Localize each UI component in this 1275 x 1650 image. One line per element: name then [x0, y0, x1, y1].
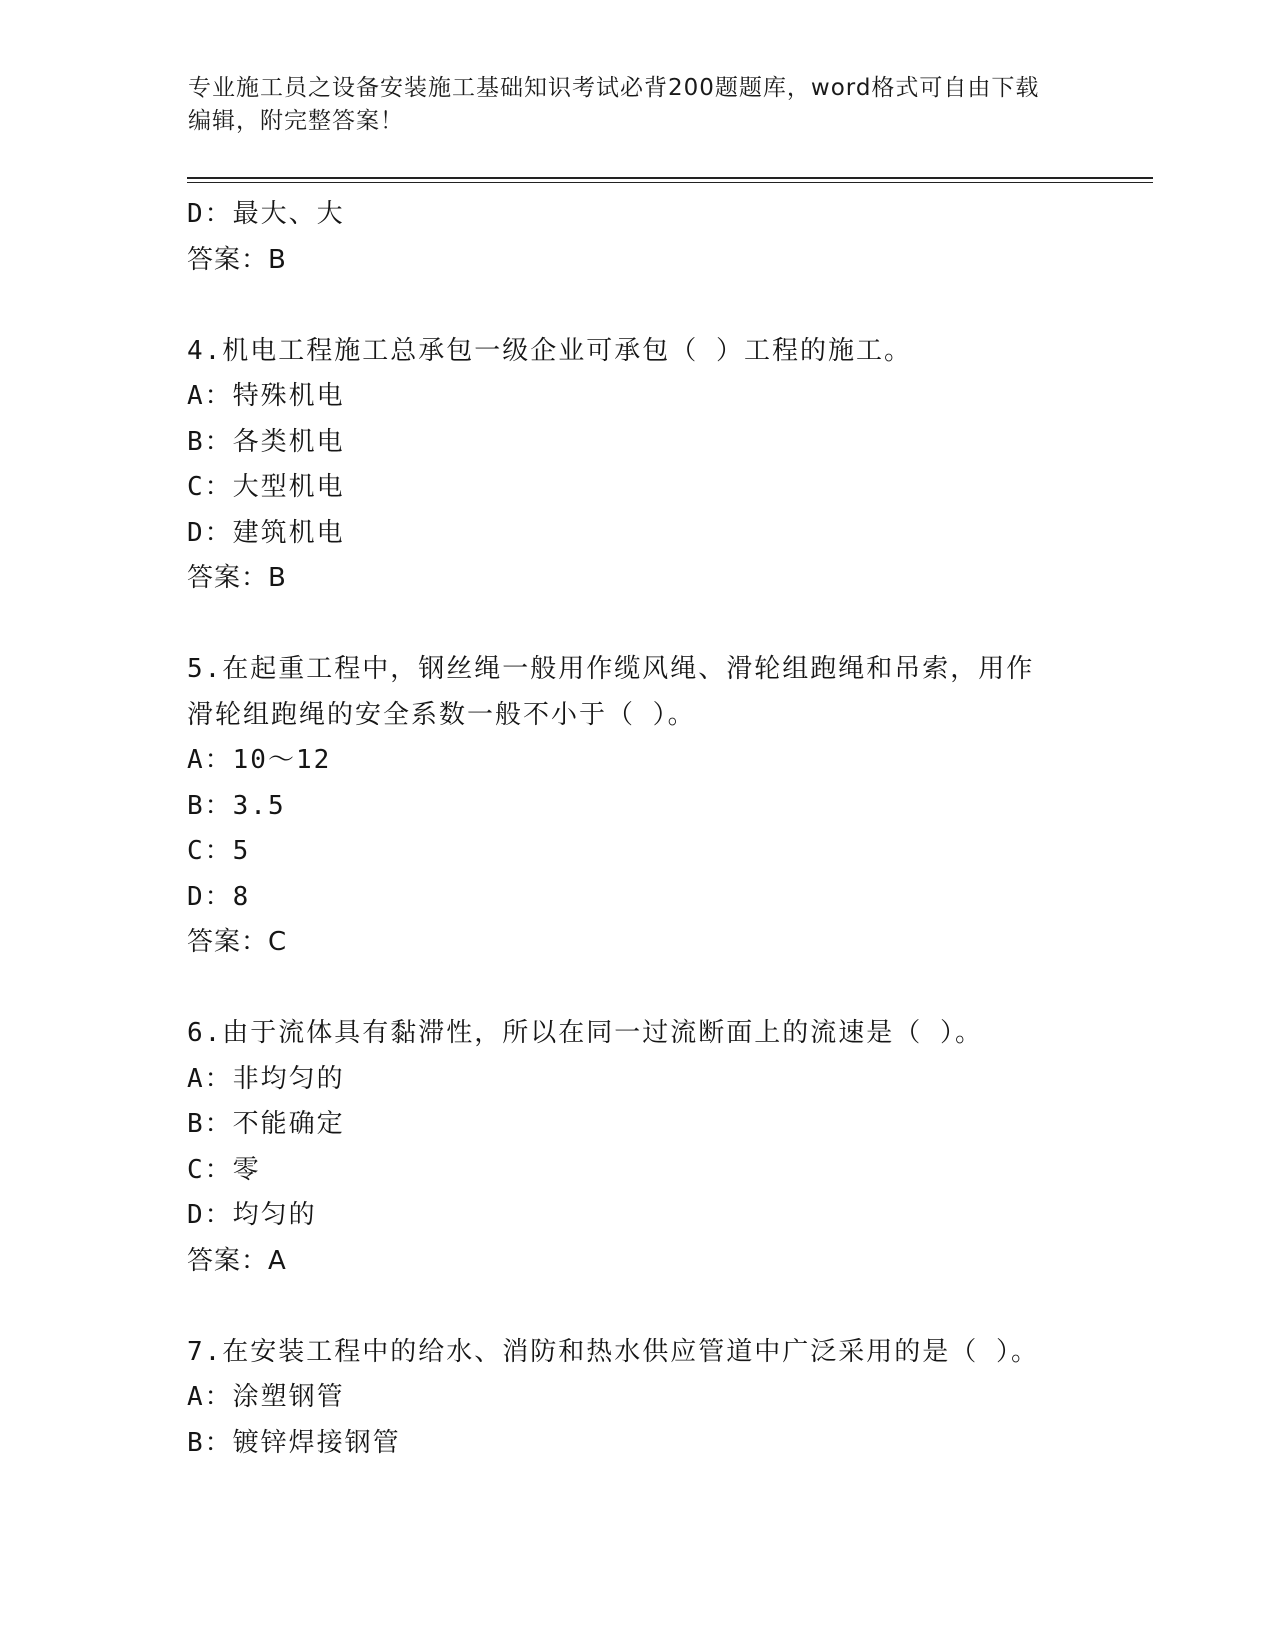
header-divider-thin [187, 182, 1153, 183]
header-title-line-2: 编辑，附完整答案！ [188, 108, 404, 134]
answer-line: 答案：A [187, 1245, 287, 1276]
question-list [187, 192, 1147, 1466]
question-stem: 5.在起重工程中，钢丝绳一般用作缆风绳、滑轮组跑绳和吊索，用作 [187, 654, 1035, 684]
question-stem-continued: 滑轮组跑绳的安全系数一般不小于（ ）。 [187, 699, 696, 730]
option-a: A：10～12 [187, 745, 332, 775]
option-d: D：建筑机电 [187, 517, 345, 548]
question-spacer [187, 1284, 1147, 1330]
answer-line: 答案：C [187, 927, 288, 957]
question-stem: 6.由于流体具有黏滞性，所以在同一过流断面上的流速是（ ）。 [187, 1018, 983, 1048]
option-d: D：最大、大 [187, 199, 345, 229]
option-c: C：零 [187, 1154, 261, 1185]
answer-line: 答案：B [187, 244, 287, 275]
option-c: C：5 [187, 836, 251, 866]
option-c: C：大型机电 [187, 472, 345, 502]
question-spacer [187, 602, 1147, 648]
question-block [187, 647, 1147, 966]
option-a: A：特殊机电 [187, 381, 345, 411]
question-stem: 4.机电工程施工总承包一级企业可承包（ ）工程的施工。 [187, 335, 912, 366]
question-block [187, 1011, 1147, 1284]
answer-line: 答案：B [187, 563, 287, 593]
question-spacer [187, 966, 1147, 1012]
question-block [187, 1330, 1147, 1467]
header-title-line-1: 专业施工员之设备安装施工基础知识考试必背200题题库，word格式可自由下载 [188, 75, 1040, 101]
option-b: B：不能确定 [187, 1109, 345, 1139]
option-d: D：均匀的 [187, 1200, 317, 1230]
option-a: A：非均匀的 [187, 1063, 345, 1094]
option-d: D：8 [187, 881, 251, 912]
document-header [188, 72, 1068, 138]
option-a: A：涂塑钢管 [187, 1382, 345, 1412]
question-block [187, 329, 1147, 602]
option-b: B：各类机电 [187, 426, 345, 457]
question-spacer [187, 283, 1147, 329]
header-divider-thick [187, 177, 1153, 179]
option-b: B：3.5 [187, 790, 286, 821]
option-b: B：镀锌焊接钢管 [187, 1427, 401, 1458]
question-stem: 7.在安装工程中的给水、消防和热水供应管道中广泛采用的是（ ）。 [187, 1336, 1039, 1367]
